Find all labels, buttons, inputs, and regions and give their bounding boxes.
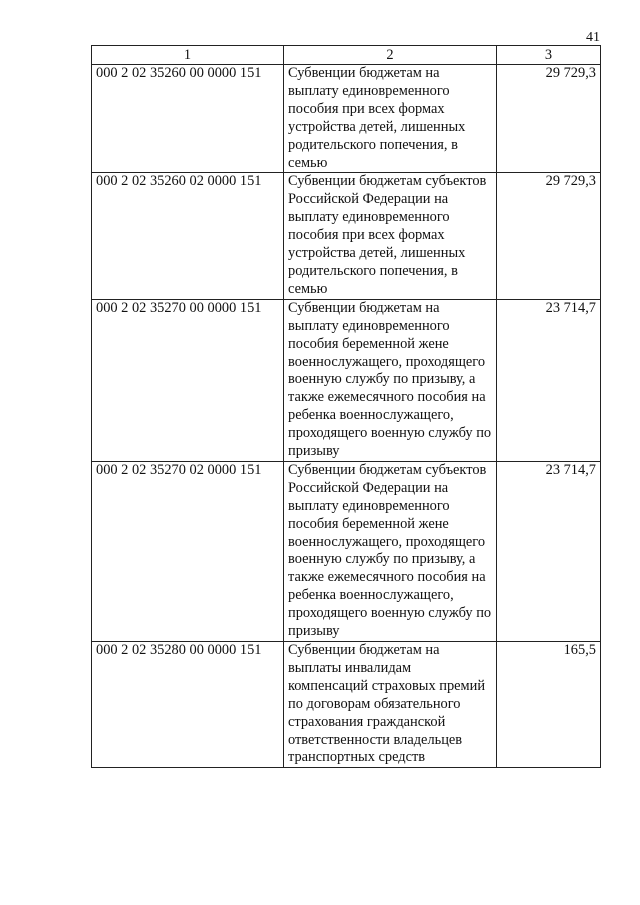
header-row [92,46,601,65]
budget-code-cell: 000 2 02 35260 00 0000 151 [92,65,284,173]
column-header-1: 1 [92,46,284,65]
description-cell: Субвенции бюджетам на выплаты инвалидам компенсаций страховых премий по договорам обязательного страхования гражданской ответственности владельцев транспортных средств [284,642,497,768]
amount-cell: 29 729,3 [497,65,601,173]
table-row [92,173,601,299]
table-row [92,299,601,461]
amount-cell: 165,5 [497,642,601,768]
table-row [92,65,601,173]
column-header-3: 3 [497,46,601,65]
table-row [92,461,601,641]
page-number: 41 [586,30,600,45]
amount-cell: 23 714,7 [497,461,601,641]
table-row [92,642,601,768]
amount-cell: 23 714,7 [497,299,601,461]
description-cell: Субвенции бюджетам на выплату единовременного пособия беременной жене военнослужащего, проходящего военную службу по призыву, а также ежемесячного пособия на ребенка военнослужащего, проходящего военную службу по призыву [284,299,497,461]
table-header [92,46,601,65]
description-cell: Субвенции бюджетам субъектов Российской Федерации на выплату единовременного пособия при всех формах устройства детей, лишенных родительского попечения, в семью [284,173,497,299]
budget-code-cell: 000 2 02 35260 02 0000 151 [92,173,284,299]
budget-revenue-table [91,45,601,768]
budget-code-cell: 000 2 02 35270 02 0000 151 [92,461,284,641]
description-cell: Субвенции бюджетам субъектов Российской Федерации на выплату единовременного пособия беременной жене военнослужащего, проходящего военную службу по призыву, а также ежемесячного пособия на ребенка военнослужащего, проходящего военную службу по призыву [284,461,497,641]
budget-code-cell: 000 2 02 35280 00 0000 151 [92,642,284,768]
budget-code-cell: 000 2 02 35270 00 0000 151 [92,299,284,461]
amount-cell: 29 729,3 [497,173,601,299]
description-cell: Субвенции бюджетам на выплату единовременного пособия при всех формах устройства детей, лишенных родительского попечения, в семью [284,65,497,173]
column-header-2: 2 [284,46,497,65]
table-body [92,65,601,768]
